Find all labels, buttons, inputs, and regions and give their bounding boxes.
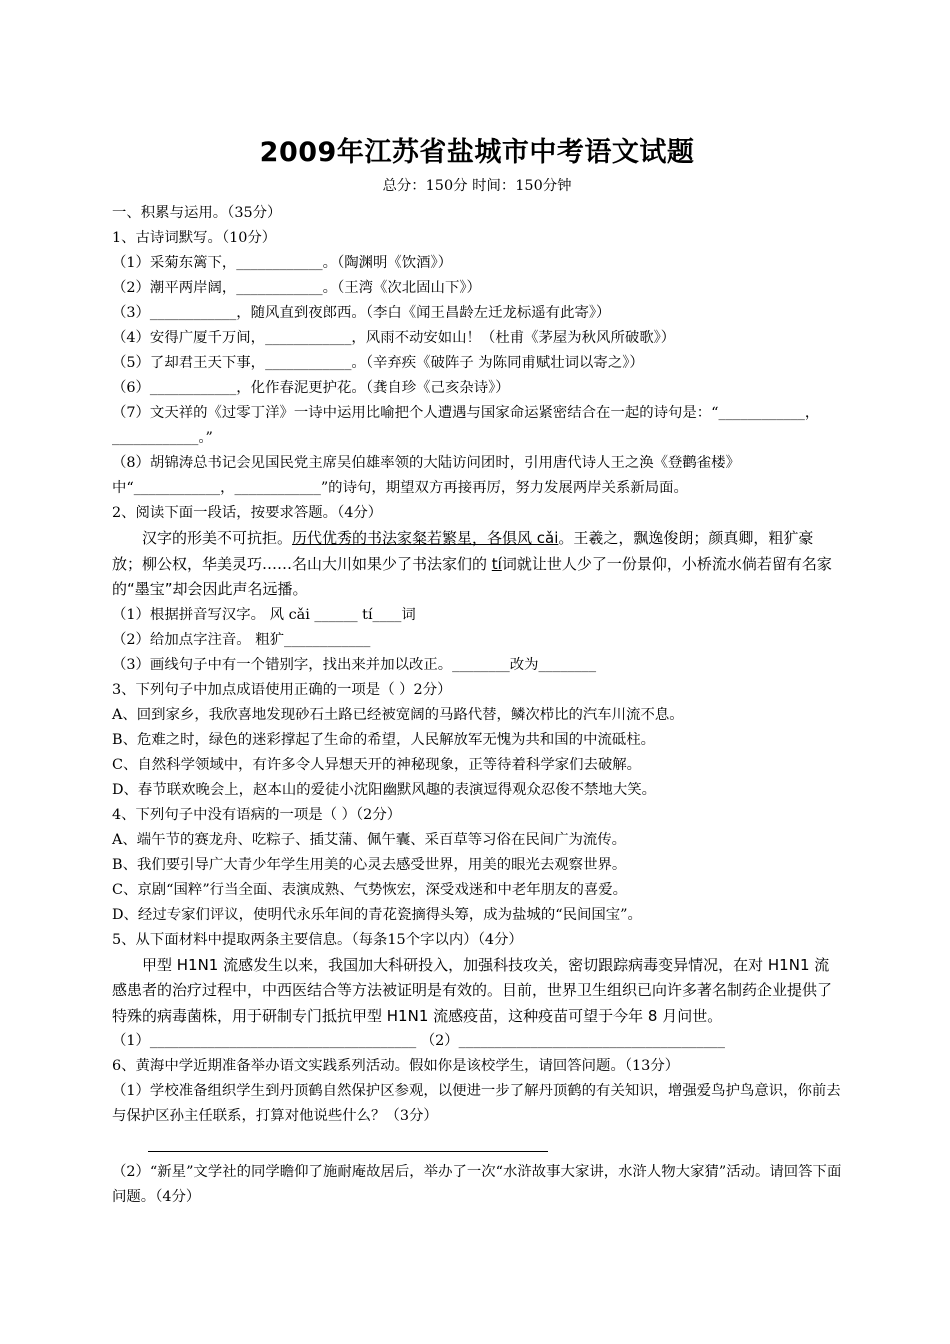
q1-item-6: （6）____________，化作春泥更护花。（龚自珍《己亥杂诗》） [112, 380, 510, 396]
q4-option-d: D、经过专家们评议，使明代永乐年间的青花瓷摘得头筹，成为盐城的“民间国宝”。 [112, 906, 642, 923]
q6-answer-rule [148, 1129, 548, 1152]
q6-heading: 6、黄海中学近期准备举办语文实践系列活动。假如你是该校学生，请回答问题。（13分） [112, 1058, 680, 1074]
q1-item-5: （5）了却君王天下事，____________。（辛弃疾《破阵子 为陈同甫赋壮词以寄之》） [112, 355, 644, 371]
q2-passage [112, 526, 842, 603]
q4-option-a: A、端午节的赛龙舟、吃粽子、插艾蒲、佩午囊、采百草等习俗在民间广为流传。 [112, 831, 627, 848]
q1-heading: 1、古诗词默写。（10分） [112, 230, 277, 246]
q5-answer-lines: （1）_____________________________________ （2）_____________________________________ [112, 1033, 725, 1049]
q2-passage-part: 词就让世人少了一份景仰，小桥流水倘若留有名家的“墨宝”却会因此声名远播。 [112, 554, 832, 598]
page-title: 2009年江苏省盐城市中考语文试题 [259, 137, 695, 168]
score-time-line: 总分：150分 时间：150分钟 [382, 178, 572, 194]
q5-heading: 5、从下面材料中提取两条主要信息。（每条15个字以内）（4分） [112, 931, 523, 948]
q2-pinyin-ti: tí [491, 554, 502, 573]
q1-item-1: （1）采菊东篱下，____________。（陶渊明《饮酒》） [112, 255, 453, 271]
q5-passage: 甲型 H1N1 流感发生以来，我国加大科研投入，加强科技攻关，密切跟踪病毒变异情况，在对 H1N1 流感患者的治疗过程中，中西医结合等方法被证明是有效的。目前，世界卫生组织已向许多著名制药企业提供了特殊的病毒菌株，用于研制专门抵抗甲型 H1N1 流感疫苗，这种疫苗可望于今年 8 月问世。 [112, 955, 833, 1025]
q4-option-b: B、我们要引导广大青少年学生用美的心灵去感受世界，用美的眼光去观察世界。 [112, 856, 627, 873]
q2-item-2: （2）给加点字注音。 粗犷____________ [112, 631, 371, 648]
q3-option-c: C、自然科学领域中，有许多令人异想天开的神秘现象，正等待着科学家们去破解。 [112, 756, 642, 773]
q4-option-c: C、京剧“国粹”行当全面、表演成熟、气势恢宏，深受戏迷和中老年朋友的喜爱。 [112, 881, 628, 898]
q1-item-4: （4）安得广厦千万间，____________，风雨不动安如山！（杜甫《茅屋为秋风所破歌》） [112, 330, 676, 346]
q1-item-3: （3）____________，随风直到夜郎西。（李白《闻王昌龄左迁龙标遥有此寄》） [112, 305, 611, 321]
q2-item-1: （1）根据拼音写汉字。 风 cǎi ______ tí____词 [112, 606, 416, 623]
q3-option-b: B、危难之时，绿色的迷彩撑起了生命的希望，人民解放军无愧为共和国的中流砥柱。 [112, 731, 656, 748]
q3-heading: 3、下列句子中加点成语使用正确的一项是（ ）2分） [112, 681, 452, 698]
q2-passage-part: 。王羲之，飘逸俊朗；颜真卿，粗犷豪放；柳公权，华美灵巧……名山大川如果少了书法家们的 [112, 529, 814, 573]
q1-item-7: （7）文天祥的《过零丁洋》一诗中运用比喻把个人遭遇与国家命运紧密结合在一起的诗句是：“____________，____________。” [112, 405, 820, 446]
section-1-heading: 一、积累与运用。（35分） [112, 205, 282, 221]
q1-item-2: （2）潮平两岸阔，____________。（王湾《次北固山下》） [112, 280, 481, 296]
q6-item-2: （2）“新星”文学社的同学瞻仰了施耐庵故居后，举办了一次“水浒故事大家讲，水浒人物大家猜”活动。请回答下面问题。（4分） [112, 1164, 842, 1205]
q3-option-a: A、回到家乡，我欣喜地发现砂石土路已经被宽阔的马路代替，鳞次栉比的汽车川流不息。 [112, 706, 684, 723]
q2-passage-part: 汉字的形美不可抗拒。 [142, 529, 293, 547]
q4-heading: 4、下列句子中没有语病的一项是（ ）（2分） [112, 806, 402, 823]
exam-page [112, 125, 842, 1210]
q2-underlined-sentence: 历代优秀的书法家粲若繁星，各俱风 cǎi [292, 529, 559, 547]
q6-item-1: （1）学校准备组织学生到丹顶鹤自然保护区参观，以便进一步了解丹顶鹤的有关知识，增强爱鸟护鸟意识，你前去与保护区孙主任联系，打算对他说些什么？（3分） [112, 1083, 841, 1124]
q3-option-d: D、春节联欢晚会上，赵本山的爱徒小沈阳幽默风趣的表演逗得观众忍俊不禁地大笑。 [112, 781, 656, 798]
q2-heading: 2、阅读下面一段话，按要求答题。（4分） [112, 505, 383, 521]
q2-item-3: （3）画线句子中有一个错别字，找出来并加以改正。________改为________ [112, 656, 597, 673]
q1-item-8: （8）胡锦涛总书记会见国民党主席吴伯雄率领的大陆访问团时，引用唐代诗人王之涣《登鹳雀楼》中“____________，____________”的诗句，期望双方再接再厉，努力发展两岸关系新局面。 [112, 455, 740, 496]
